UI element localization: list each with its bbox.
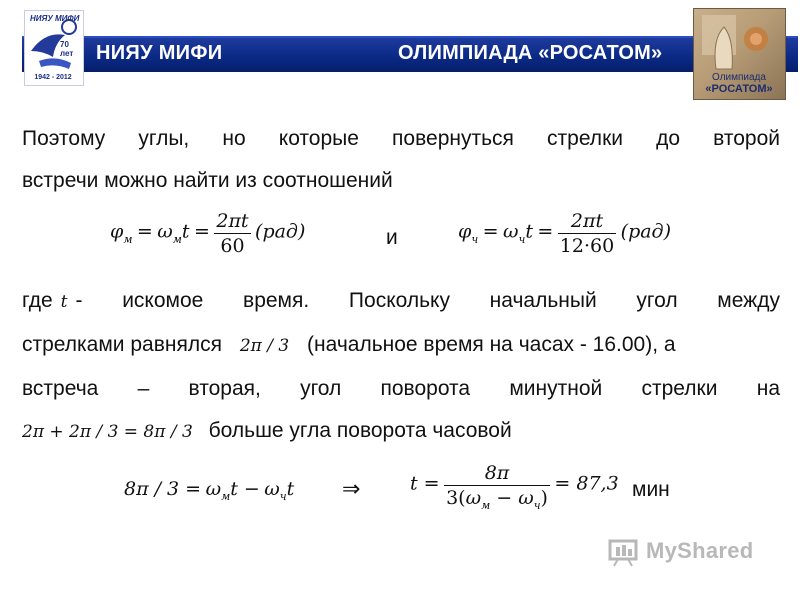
- eq4-fraction: [444, 462, 550, 512]
- eq2-lhs: φ: [458, 220, 472, 243]
- mephi-logo-text: НИЯУ МИФИ: [30, 14, 80, 23]
- eq1-t: t: [181, 220, 190, 243]
- eq2-t: t: [525, 220, 533, 243]
- eq4-lhs: t =: [410, 472, 440, 495]
- eq3-lhs: 8π / 3 =: [124, 478, 202, 500]
- eq2-fraction-bar: [558, 233, 616, 234]
- line4-start: стрелками равнялся: [22, 333, 222, 356]
- eq1-numerator: 2πt: [216, 210, 249, 232]
- paragraph-line-3: [22, 288, 780, 315]
- logo-years: 1942 - 2012: [34, 74, 72, 81]
- eq3-omega-m: ω: [205, 478, 222, 500]
- eq1-equals-2: =: [193, 220, 210, 243]
- eq1-lhs: φ: [110, 220, 124, 243]
- paragraph-line-2: встречи можно найти из соотношений: [22, 169, 393, 192]
- line6-math: 2π + 2π / 3 = 8π / 3: [22, 422, 193, 442]
- eq1-denominator: 60: [220, 235, 245, 257]
- eq4-result: = 87,3: [554, 472, 619, 495]
- equation-minute-angle: [110, 210, 305, 257]
- watermark-text: MyShared: [646, 538, 754, 563]
- eq2-equals: =: [482, 220, 499, 243]
- eq4-numerator: 8π: [484, 462, 510, 484]
- equation-time-result: [410, 462, 619, 512]
- logo-right-subtitle: Олимпиада: [712, 72, 766, 83]
- logo-right-title: «РОСАТОМ»: [705, 83, 773, 95]
- line4-angle: 2π / 3: [239, 336, 290, 356]
- eq4-den-omega-h: ω: [518, 487, 534, 509]
- eq1-fraction: [214, 210, 250, 257]
- line3-rest: - искомое время. Поскольку начальный угол между: [75, 289, 780, 312]
- anniversary-label: 70 лет: [60, 40, 74, 58]
- eq2-equals-2: =: [537, 220, 554, 243]
- eq4-den-omega-h-sub: ч: [533, 499, 541, 512]
- eq4-den-close: ): [540, 487, 548, 509]
- paragraph-line-4: [22, 332, 780, 359]
- eq3-t2: t: [286, 478, 295, 500]
- and-word: и: [386, 226, 398, 249]
- line6-text: больше угла поворота часовой: [208, 419, 512, 442]
- eq4-den-omega-m-sub: м: [481, 499, 491, 512]
- equation-hour-angle: [458, 210, 671, 257]
- eq2-unit: (рад): [620, 220, 672, 243]
- unit-minutes: мин: [632, 478, 670, 501]
- eq1-unit: (рад): [255, 220, 306, 243]
- line3-where: где: [22, 289, 53, 312]
- paragraph-line-1: Поэтому углы, но которые повернуться стрелки до второй: [22, 127, 780, 150]
- eq1-fraction-bar: [214, 233, 250, 234]
- eq4-den-minus: −: [490, 487, 519, 509]
- line4-end: (начальное время на часах - 16.00), а: [307, 333, 676, 356]
- eq1-equals: =: [136, 220, 153, 243]
- eq3-omega-h: ω: [264, 478, 280, 500]
- implies-arrow: ⇒: [342, 476, 361, 501]
- eq2-denominator: 12·60: [559, 235, 615, 257]
- header-left-title: НИЯУ МИФИ: [96, 42, 223, 64]
- paragraph-line-6: [22, 418, 780, 445]
- eq3-omega-h-sub: ч: [279, 490, 287, 503]
- eq1-omega-sub: м: [172, 232, 182, 246]
- eq4-denominator: [444, 487, 550, 512]
- eq2-lhs-sub: ч: [471, 232, 479, 246]
- eq4-den-open: 3(: [446, 487, 466, 509]
- eq1-lhs-sub: м: [123, 232, 133, 246]
- paragraph-line-5: встреча – вторая, угол поворота минутной стрелки на: [22, 377, 780, 400]
- eq4-den-omega-m: ω: [465, 487, 482, 509]
- equation-angle-relation: [124, 478, 295, 503]
- eq4-fraction-bar: [444, 485, 550, 486]
- eq2-omega-sub: ч: [518, 232, 526, 246]
- eq2-omega: ω: [502, 220, 519, 243]
- eq2-fraction: [558, 210, 616, 257]
- eq3-t1: t −: [230, 478, 260, 500]
- eq2-numerator: 2πt: [570, 210, 604, 232]
- header-right-title: ОЛИМПИАДА «РОСАТОМ»: [398, 42, 663, 64]
- line3-t: t: [60, 292, 68, 312]
- eq1-omega: ω: [157, 220, 173, 243]
- eq3-omega-m-sub: м: [221, 490, 231, 503]
- presentation-icon: [608, 539, 640, 567]
